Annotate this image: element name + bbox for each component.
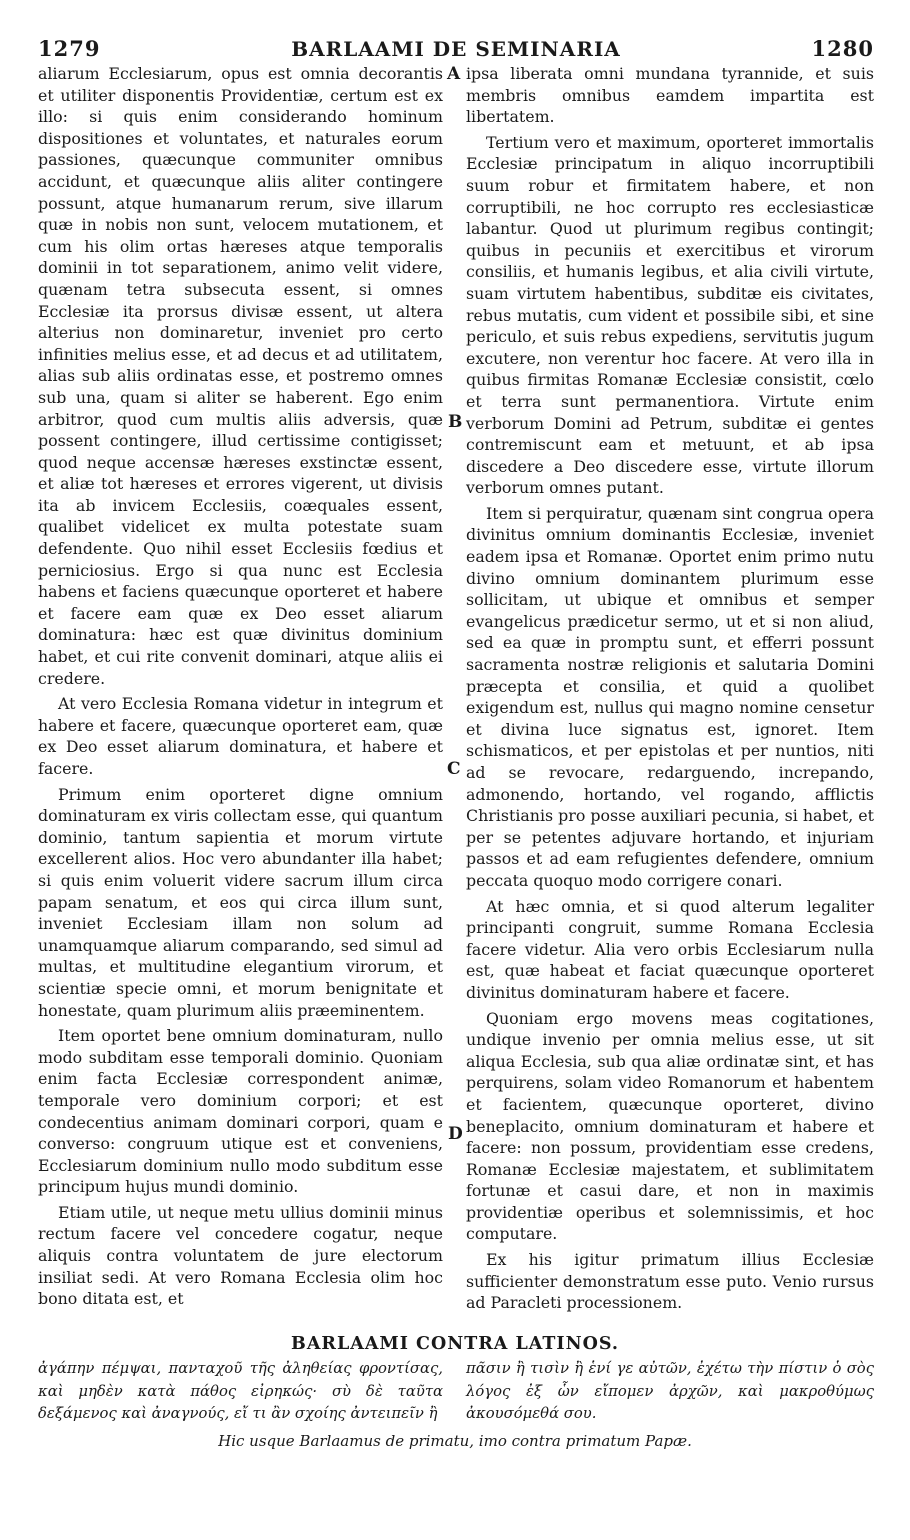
left-column	[38, 63, 443, 1314]
margin-letter-b: B	[448, 412, 463, 432]
margin-letter-d: D	[448, 1124, 463, 1144]
paragraph: Quoniam ergo movens meas cogitationes, undique invenio per omnia melius esse, ut sit aliqua Ecclesia, sub qua aliæ ordinatæ sint, et has perquirens, solam video Romanorum et habentem et facientem, quæcunque oporteret, divino beneplacito, omnium dominaturam et habere et facere: non possum, providentiam esse credens, Romanæ Ecclesiæ majestatem, et sublimitatem fortunæ et casui dare, et non in maximis providentiæ operibus et solemnissimis, et hoc computare.	[466, 1008, 874, 1244]
section-subtitle: BARLAAMI CONTRA LATINOS.	[291, 1334, 619, 1354]
paragraph: Tertium vero et maximum, oporteret immortalis Ecclesiæ principatum in aliquo incorruptibili suum robur et firmitatem habere, et non corruptibili, ne hoc corrupto res ecclesiasticæ labantur. Quod ut plurimum regibus contingit; quibus in pecuniis et exercitibus et virorum consiliis, et humanis legibus, et alia civili virtute, suam virtutem habentibus, subditæ eis civitates, rebus mutatis, cum vident et possibile sibi, et sine periculo, et suis rebus expediens, servitutis jugum excutere, non verentur hoc facere. At vero illa in quibus firmitas Romanæ Ecclesiæ consistit, cœlo et terra sunt permanentiora. Virtute enim verborum Domini ad Petrum, subditæ ei gentes contremiscunt eam et metuunt, et ab ipsa discedere a Deo discedere esse, virtute illorum verborum omnes putant.	[466, 132, 874, 498]
greek-text-right: πᾶσιν ἢ τισὶν ἢ ἑνί γε αὐτῶν, ἐχέτω τὴν πίστιν ὁ σὸς λόγος ἐξ ὧν εἴπομεν ἀρχῶν, καὶ μακροθύμως ἀκουσόμεθά σου.	[466, 1360, 874, 1422]
margin-letter-c: C	[447, 759, 461, 779]
footnote: Hic usque Barlaamus de primatu, imo contra primatum Papæ.	[218, 1432, 692, 1450]
paragraph: At vero Ecclesia Romana videtur in integrum et habere et facere, quæcunque oporteret eam, quæ ex Deo esset aliarum dominatura, et habere et facere.	[38, 694, 443, 778]
paragraph: aliarum Ecclesiarum, opus est omnia decorantis et utiliter disponentis Providentiæ, certum est ex illo: si quis enim considerando hominum dispositiones et voluntates, et naturales eorum passiones, quæcunque communiter omnibus accidunt, et quæcunque aliis aliter contingere possunt, atque humanarum rerum, sive illarum quæ in nobis non sunt, velocem mutationem, et cum his olim ortas hæreses atque temporalis dominii in tot separationem, animo velit videre, quænam tetra subsecuta essent, si omnes Ecclesiæ ita prorsus divisæ essent, ut altera alterius non dominaretur, inveniet pro certo infinities melius esse, et ad decus et ad utilitatem, alias sub aliis ordinatas esse, et postremo omnes sub una, quam si aliter se haberent. Ego enim arbitror, quod cum multis aliis adversis, quæ possent contingere, illud certissime contigisset; quod neque accensæ hæreses exstinctæ essent, et aliæ tot hæreses et errores vigerent, ut divisis ita ab invicem Ecclesiis, coæquales essent, qualibet videlicet ex multa potestate suam defendente. Quo nihil esset Ecclesiis fœdius et perniciosius. Ergo si qua nunc est Ecclesia habens et faciens quæcunque oporteret et habere et facere eam quæ ex Deo esset aliarum dominatura: hæc est quæ divinitus dominium habet, et cui rite convenit dominari, atque aliis ei credere.	[38, 64, 443, 688]
paragraph: At hæc omnia, et si quod alterum legaliter principanti congruit, summe Romana Ecclesia facere videtur. Alia vero orbis Ecclesiarum nulla est, quæ habeat et faciat quæcunque oporteret divinitus dominaturam habere et facere.	[466, 896, 874, 1002]
paragraph: Primum enim oporteret digne omnium dominaturam ex viris collectam esse, qui quantum dominio, tantum sapientia et morum virtute excellerent alios. Hoc vero abundanter illa habet; si quis enim voluerit videre sacrum illum circa papam senatum, et eos qui circa illum sunt, inveniet Ecclesiam illam non solum ad unamquamque aliarum comparando, sed simul ad multas, et multitudine elegantium virorum, et scientiæ specie omni, et morum benignitate et honestate, quam plurimum aliis præeminentem.	[38, 784, 443, 1020]
paragraph: ipsa liberata omni mundana tyrannide, et suis membris omnibus eamdem impartita est libertatem.	[466, 64, 874, 127]
page-number-right: 1280	[811, 36, 874, 61]
paragraph: Ex his igitur primatum illius Ecclesiæ sufficienter demonstratum esse puto. Venio rursus ad Paracleti processionem.	[466, 1250, 874, 1313]
paragraph: Item si perquiratur, quænam sint congrua opera divinitus omnium dominantis Ecclesiæ, inveniet eadem ipsa et Romanæ. Oportet enim primo nutu divino omnium dominantem plurimum esse sollicitam, ut ubique et omnibus et semper evangelicus prædicetur sermo, ut et si non aliud, sed ea quæ in promptu sunt, et efferri possunt sacramenta nostræ religionis et salutaria Domini præcepta et consilia, et quid a quolibet exigendum est, nullus qui magno nomine censetur et divina luce signatus est, ignoret. Item schismaticos, et per epistolas et per nuntios, niti ad se revocare, redarguendo, increpando, admonendo, hortando, vel rogando, afflictis Christianis pro posse auxiliari pecunia, si habet, et per se petentes adjuvare hortando, et injuriam passos et ad eam refugientes defendere, omnium peccata quoquo modo corrigere conari.	[466, 503, 874, 890]
running-title: BARLAAMI DE SEMINARIA	[291, 37, 621, 61]
greek-text-left: ἀγάπην πέμψαι, πανταχοῦ τῆς ἀληθείας φροντίσας, καὶ μηδὲν κατὰ πάθος εἰρηκώς· σὺ δὲ ταῦτα δεξάμενος καὶ ἀναγνούς, εἴ τι ἂν σχοίης ἀντειπεῖν ἢ	[38, 1360, 443, 1422]
right-column	[466, 63, 874, 1318]
paragraph: Etiam utile, ut neque metu ullius dominii minus rectum facere vel concedere cogatur, neque aliquis contra voluntatem de jure electorum insiliat sedi. At vero Romana Ecclesia olim hoc bono ditata est, et	[38, 1202, 443, 1309]
running-header	[38, 36, 874, 60]
margin-letter-a: A	[447, 64, 461, 84]
page-number-left: 1279	[38, 36, 101, 61]
paragraph: Item oportet bene omnium dominaturam, nullo modo subditam esse temporali dominio. Quoniam enim facta Ecclesiæ correspondent animæ, temporale vero dominium corpori; et est condecentius animam dominari corpori, quam e converso: congruum utique est et conveniens, Ecclesiarum dominium nullo modo subditum esse principum hujus mundi dominio.	[38, 1026, 443, 1197]
